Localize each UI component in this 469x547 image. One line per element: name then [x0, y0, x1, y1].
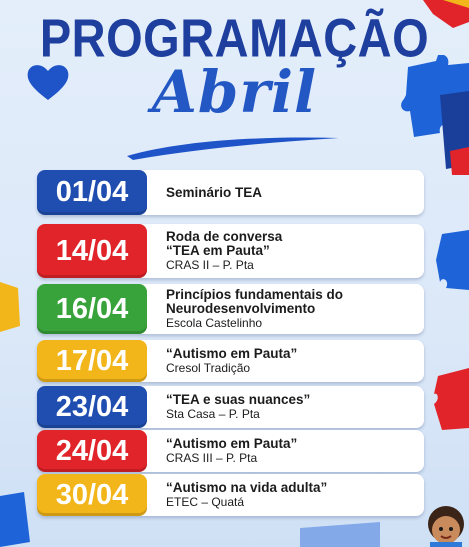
event-date: 01/04	[37, 170, 147, 215]
event-title-line2: Neurodesenvolvimento	[166, 301, 316, 316]
event-title: “Autismo em Pauta”	[166, 346, 298, 361]
page-title: PROGRAMAÇÃO	[39, 7, 430, 69]
puzzle-piece-icon	[300, 518, 380, 547]
event-date: 17/04	[37, 340, 147, 382]
event-location: ETEC – Quatá	[166, 495, 245, 509]
event-row	[37, 474, 424, 516]
event-date: 16/04	[37, 284, 147, 334]
brush-underline	[123, 130, 343, 162]
event-title: Roda de conversa	[166, 229, 283, 244]
event-title: “Autismo em Pauta”	[166, 436, 298, 451]
event-location: CRAS III – P. Pta	[166, 451, 258, 465]
event-location: CRAS II – P. Pta	[166, 258, 254, 272]
event-row	[37, 340, 424, 382]
event-date: 14/04	[37, 224, 147, 278]
event-title: Princípios fundamentais do	[166, 287, 344, 302]
puzzle-piece-icon	[0, 282, 20, 332]
event-location: Sta Casa – P. Pta	[166, 407, 260, 421]
event-date: 30/04	[37, 474, 147, 516]
event-title-line2: “TEA em Pauta”	[166, 243, 270, 258]
event-row	[37, 430, 424, 472]
event-title: “Autismo na vida adulta”	[166, 480, 328, 495]
event-location: Escola Castelinho	[166, 316, 263, 330]
child-avatar-icon	[420, 502, 469, 547]
puzzle-piece-icon	[434, 368, 469, 430]
event-row	[37, 170, 424, 215]
puzzle-piece-icon	[0, 492, 30, 547]
event-location: Cresol Tradição	[166, 361, 251, 375]
event-date: 23/04	[37, 386, 147, 428]
event-row	[37, 284, 424, 334]
puzzle-piece-icon	[436, 230, 469, 290]
event-title: “TEA e suas nuances”	[166, 392, 311, 407]
event-row	[37, 386, 424, 428]
page-subtitle: Abril	[151, 58, 318, 126]
event-row	[37, 224, 424, 278]
event-date: 24/04	[37, 430, 147, 472]
event-title: Seminário TEA	[166, 184, 263, 200]
